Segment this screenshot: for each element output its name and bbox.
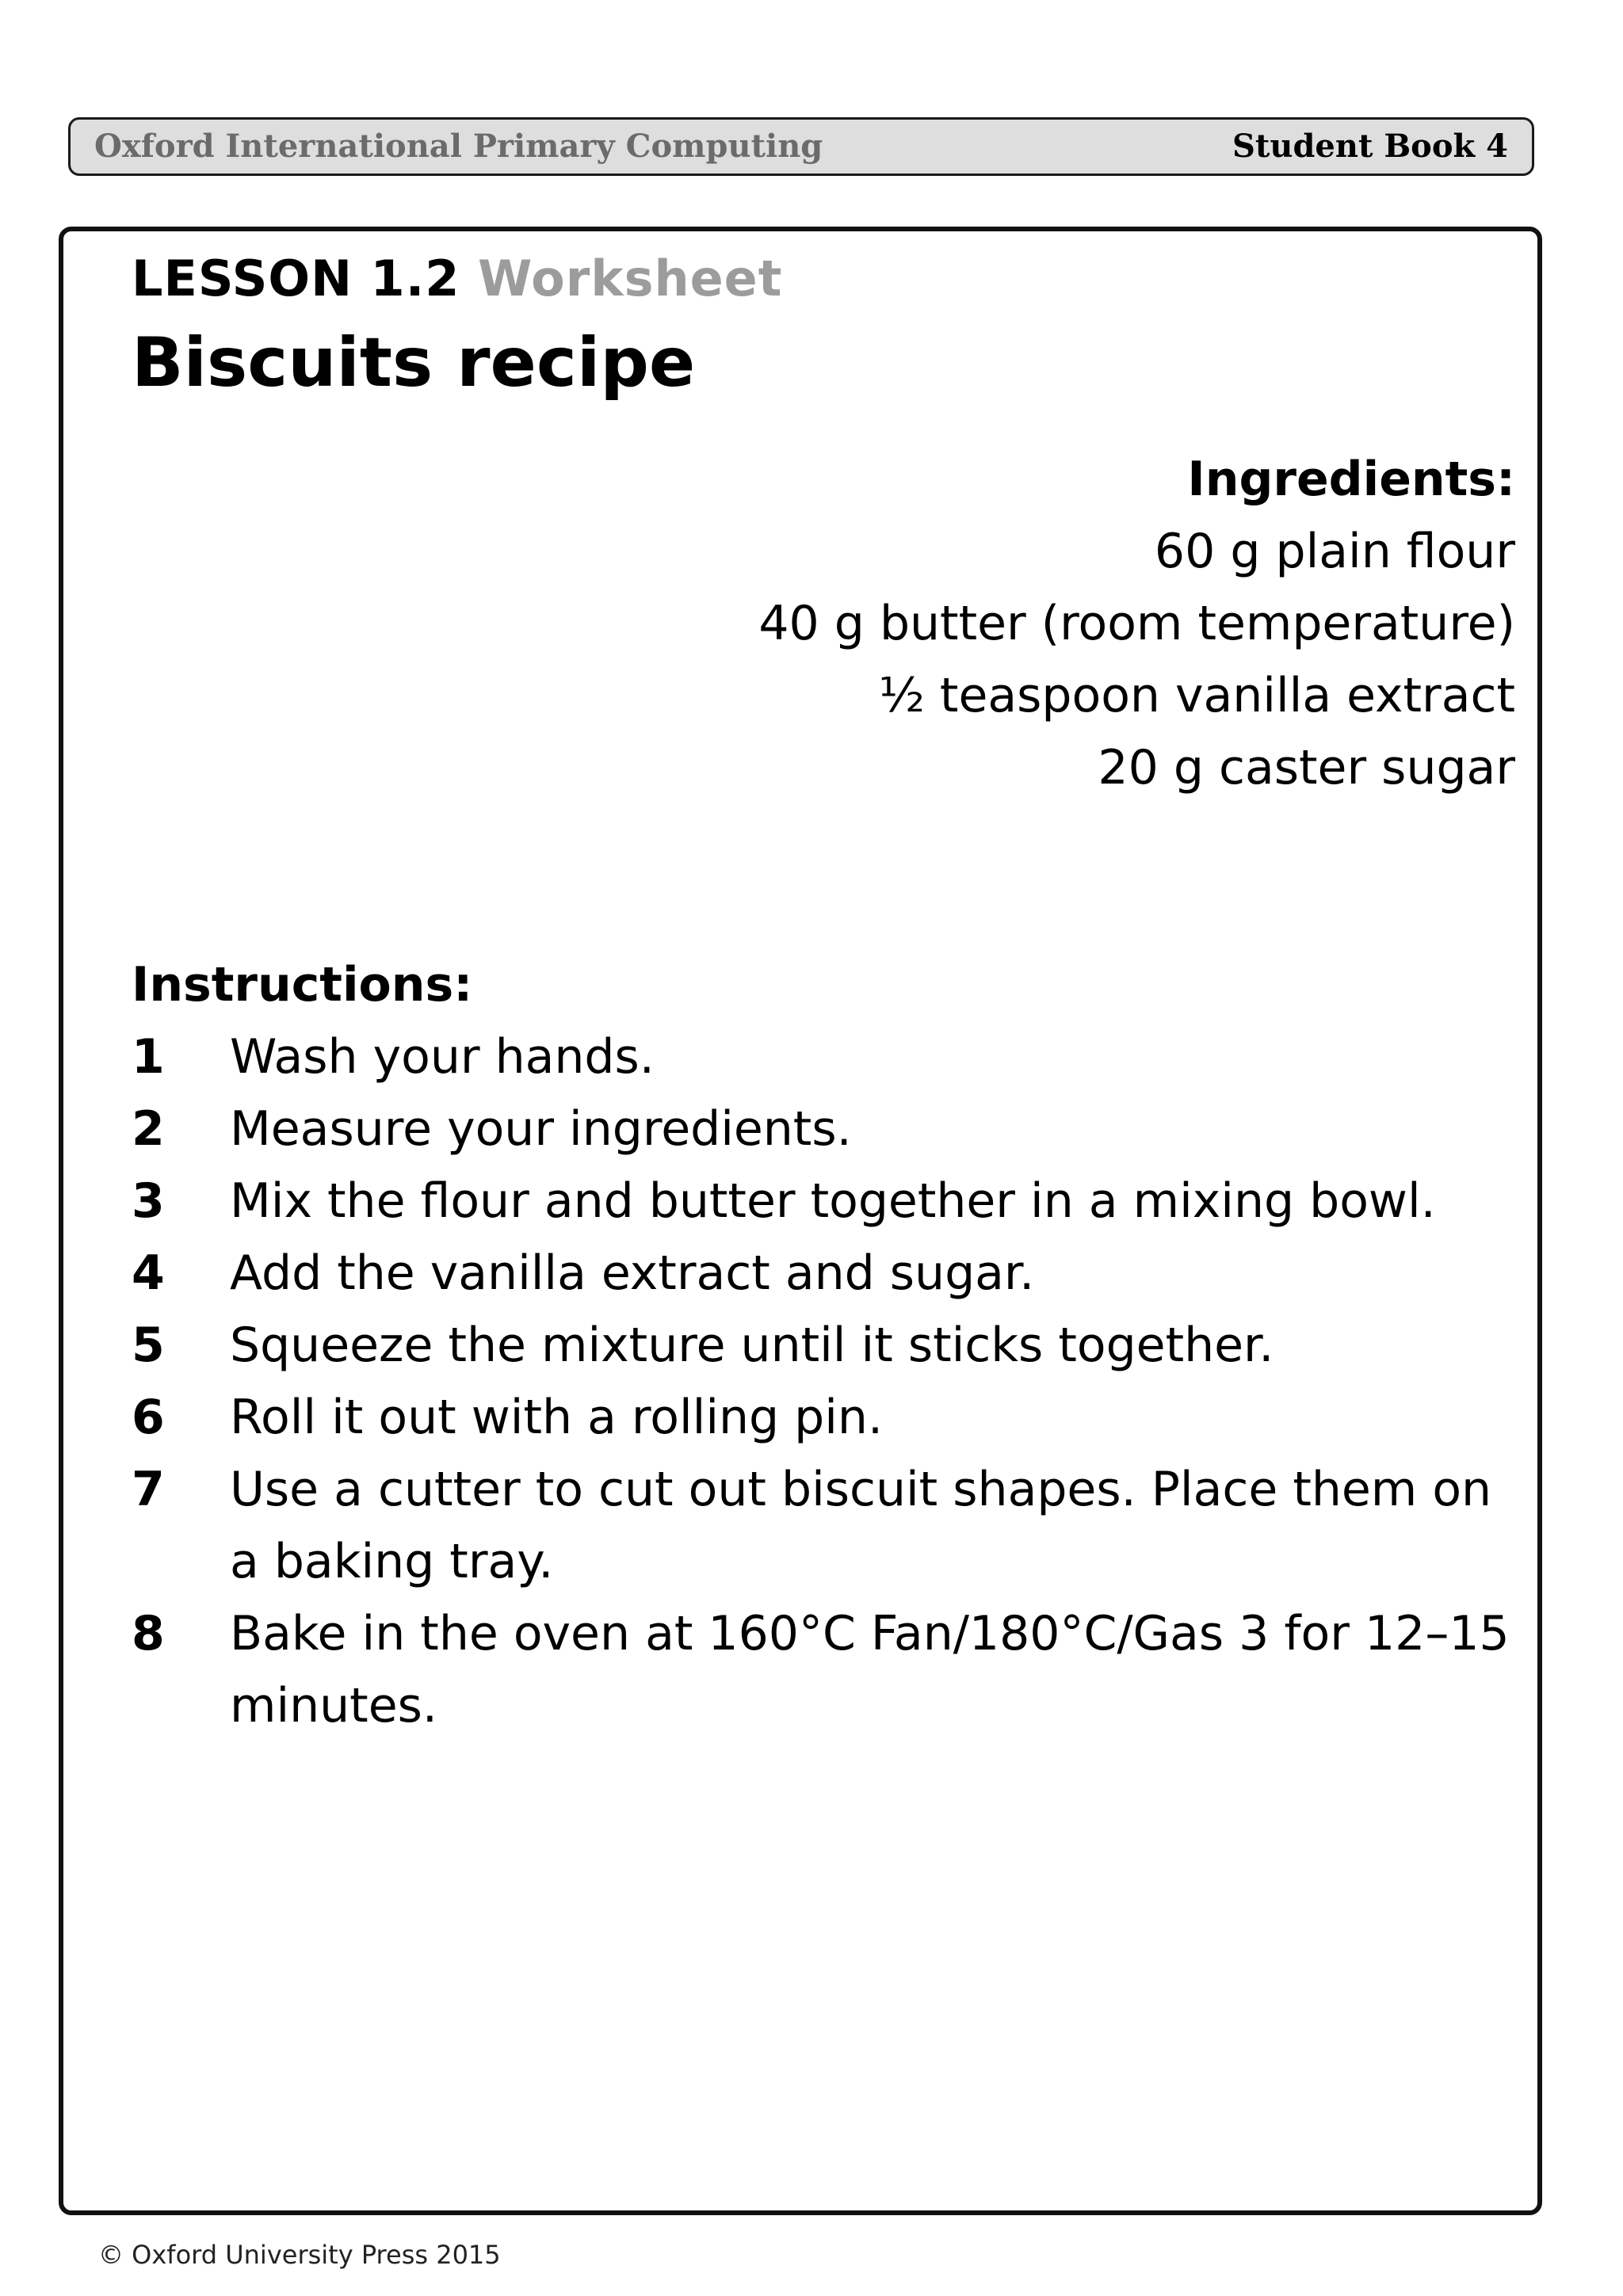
ingredient-item: ½ teaspoon vanilla extract: [878, 668, 1515, 723]
page-title: Biscuits recipe: [132, 323, 696, 402]
header-bar: [68, 117, 1534, 176]
step-text: Mix the flour and butter together in a mixing bowl.: [230, 1173, 1436, 1229]
step-text: Add the vanilla extract and sugar.: [230, 1245, 1035, 1301]
ingredient-item: 20 g caster sugar: [1098, 740, 1515, 795]
ingredients-section: [758, 444, 1515, 804]
lesson-heading: [132, 247, 782, 311]
step-number: 8: [132, 1606, 165, 1661]
instruction-list: [132, 1021, 1510, 1742]
step-text: Wash your hands.: [230, 1029, 655, 1085]
book-label: Student Book 4: [1232, 128, 1508, 165]
instruction-step: [132, 1454, 1510, 1598]
step-number: 5: [132, 1318, 165, 1373]
ingredient-item: 60 g plain flour: [1154, 524, 1515, 579]
lesson-label: LESSON 1.2: [132, 250, 460, 307]
instructions-heading: Instructions:: [132, 957, 473, 1013]
step-number: 2: [132, 1101, 165, 1157]
ingredient-item: 40 g butter (room temperature): [758, 596, 1515, 651]
lesson-type: Worksheet: [478, 250, 783, 307]
step-text: Roll it out with a rolling pin.: [230, 1390, 884, 1445]
instruction-step: [132, 1093, 1510, 1165]
instruction-step: [132, 1382, 1510, 1454]
instruction-step: [132, 1310, 1510, 1382]
instruction-step: [132, 1598, 1510, 1742]
step-text: Squeeze the mixture until it sticks together.: [230, 1318, 1274, 1373]
series-title: Oxford International Primary Computing: [94, 128, 823, 165]
step-text: Measure your ingredients.: [230, 1101, 852, 1157]
step-number: 7: [132, 1462, 165, 1517]
instruction-step: [132, 1021, 1510, 1093]
step-text: Use a cutter to cut out biscuit shapes. Place them on a baking tray.: [230, 1462, 1492, 1589]
ingredients-heading: Ingredients:: [1187, 452, 1515, 507]
instructions-section: [132, 949, 1510, 1742]
instruction-step: [132, 1238, 1510, 1310]
instruction-step: [132, 1165, 1510, 1238]
step-number: 4: [132, 1245, 165, 1301]
step-text: Bake in the oven at 160°C Fan/180°C/Gas 3 for 12–15 minutes.: [230, 1606, 1510, 1733]
step-number: 3: [132, 1173, 165, 1229]
copyright-notice: © Oxford University Press 2015: [98, 2240, 501, 2270]
step-number: 6: [132, 1390, 165, 1445]
step-number: 1: [132, 1029, 165, 1085]
